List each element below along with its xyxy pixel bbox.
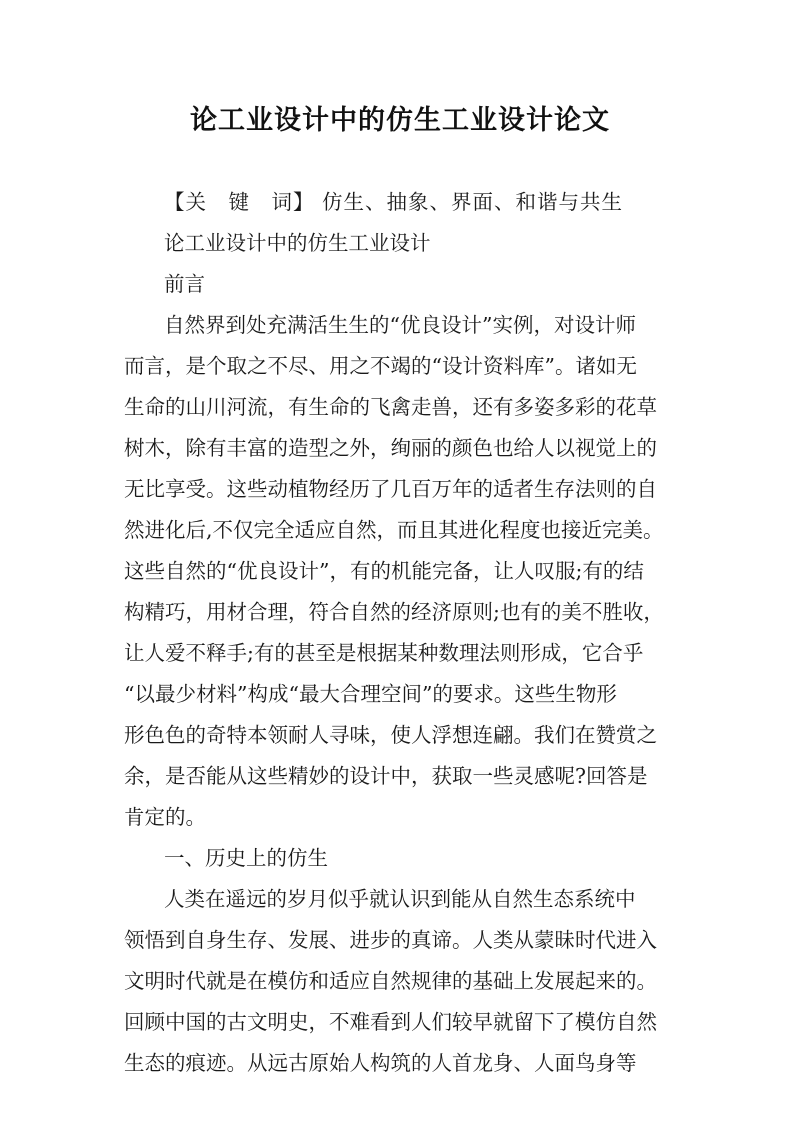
paragraph-line: 回顾中国的古文明史，不难看到人们较早就留下了模仿自然 <box>124 1010 657 1034</box>
paragraph-line: 自然界到处充满活生生的“优良设计”实例，对设计师 <box>164 313 636 337</box>
paragraph-line: 构精巧，用材合理，符合自然的经济原则;也有的美不胜收， <box>124 600 664 624</box>
paragraph-line: “以最少材料”构成“最大合理空间”的要求。这些生物形 <box>124 682 617 706</box>
keywords-line: 【关 键 词】 仿生、抽象、界面、和谐与共生 <box>164 190 624 214</box>
paragraph-line: 文明时代就是在模仿和适应自然规律的基础上发展起来的。 <box>124 969 657 993</box>
document-title: 论工业设计中的仿生工业设计论文 <box>190 105 610 136</box>
paragraph-line: 然进化后,不仅完全适应自然，而且其进化程度也接近完美。 <box>124 518 664 542</box>
paragraph-line: 生态的痕迹。从远古原始人构筑的人首龙身、人面鸟身等 <box>124 1051 637 1075</box>
subtitle-line: 论工业设计中的仿生工业设计 <box>164 231 431 255</box>
paragraph-line: 肯定的。 <box>124 805 206 829</box>
paragraph-line: 树木，除有丰富的造型之外，绚丽的颜色也给人以视觉上的 <box>124 436 657 460</box>
paragraph-line: 形色色的奇特本领耐人寻味，使人浮想连翩。我们在赞赏之 <box>124 723 657 747</box>
section-heading: 一、历史上的仿生 <box>164 846 328 870</box>
paragraph-line: 余，是否能从这些精妙的设计中，获取一些灵感呢?回答是 <box>124 764 648 788</box>
preface-heading: 前言 <box>164 272 205 296</box>
paragraph-line: 领悟到自身生存、发展、进步的真谛。人类从蒙昧时代进入 <box>124 928 657 952</box>
paragraph-line: 这些自然的“优良设计”，有的机能完备，让人叹服;有的结 <box>124 559 644 583</box>
paragraph-line: 无比享受。这些动植物经历了几百万年的适者生存法则的自 <box>124 477 657 501</box>
paragraph-line: 而言，是个取之不尽、用之不竭的“设计资料库”。诸如无 <box>124 354 637 378</box>
paragraph-line: 人类在遥远的岁月似乎就认识到能从自然生态系统中 <box>164 887 636 911</box>
paragraph-line: 让人爱不释手;有的甚至是根据某种数理法则形成，它合乎 <box>124 641 644 665</box>
paragraph-line: 生命的山川河流，有生命的飞禽走兽，还有多姿多彩的花草 <box>124 395 657 419</box>
